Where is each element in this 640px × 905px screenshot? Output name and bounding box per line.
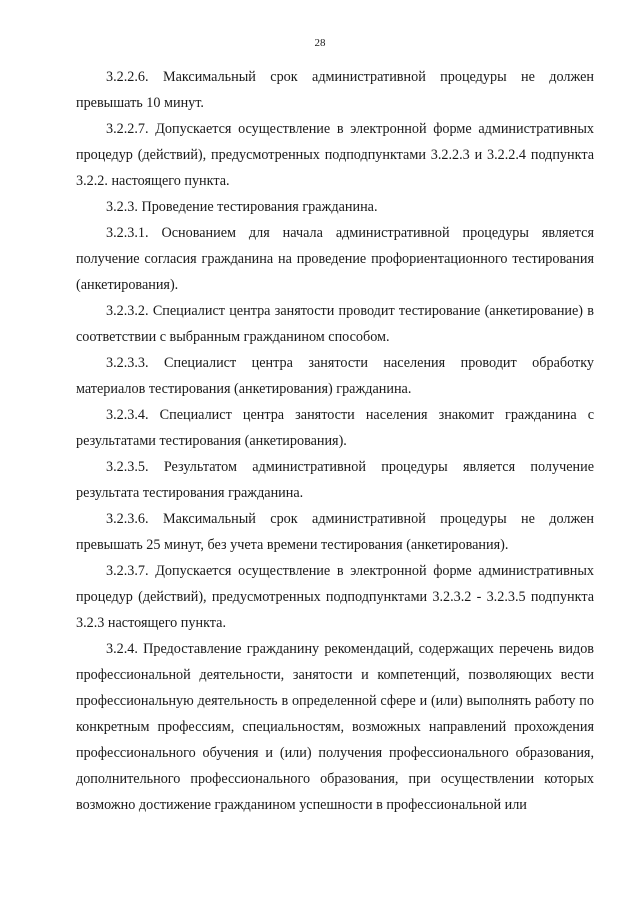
paragraph-3-2-3-1: 3.2.3.1. Основанием для начала административной процедуры является получение согласия гражданина на проведение профориентационного тестирования (анкетирования). (76, 225, 594, 293)
section-heading-3-2-3: 3.2.3. Проведение тестирования гражданина. (106, 199, 378, 215)
paragraph-3-2-3-4: 3.2.3.4. Специалист центра занятости населения знакомит гражданина с результатами тестирования (анкетирования). (76, 407, 594, 449)
paragraph-3-2-2-6: 3.2.2.6. Максимальный срок административной процедуры не должен превышать 10 минут. (76, 69, 594, 111)
paragraph-3-2-2-7: 3.2.2.7. Допускается осуществление в электронной форме административных процедур (действий), предусмотренных подподпунктами 3.2.2.3 и 3.2.2.4 подпункта 3.2.2. настоящего пункта. (76, 121, 594, 189)
paragraph-3-2-3-7: 3.2.3.7. Допускается осуществление в электронной форме административных процедур (действий), предусмотренных подподпунктами 3.2.3.2 - 3.2.3.5 подпункта 3.2.3 настоящего пункта. (76, 563, 594, 631)
paragraph-3-2-3-5: 3.2.3.5. Результатом административной процедуры является получение результата тестирования гражданина. (76, 459, 594, 501)
paragraph-3-2-4: 3.2.4. Предоставление гражданину рекомендаций, содержащих перечень видов профессиональной деятельности, занятости и компетенций, позволяющих вести профессиональную деятельность в определенной сфере и (или) выполнять работу по конкретным профессиям, специальностям, возможных направлений прохождения профессионального обучения и (или) получения профессионального образования, дополнительного профессионального образования, при осуществлении которых возможно достижение гражданином успешности в профессиональной или (76, 641, 594, 813)
paragraph-3-2-3-6: 3.2.3.6. Максимальный срок административной процедуры не должен превышать 25 минут, без учета времени тестирования (анкетирования). (76, 511, 594, 553)
paragraph-3-2-3-2: 3.2.3.2. Специалист центра занятости проводит тестирование (анкетирование) в соответствии с выбранным гражданином способом. (76, 303, 594, 345)
paragraph-3-2-3-3: 3.2.3.3. Специалист центра занятости населения проводит обработку материалов тестирования (анкетирования) гражданина. (76, 355, 594, 397)
document-body (76, 64, 594, 818)
page-number: 28 (314, 37, 326, 49)
